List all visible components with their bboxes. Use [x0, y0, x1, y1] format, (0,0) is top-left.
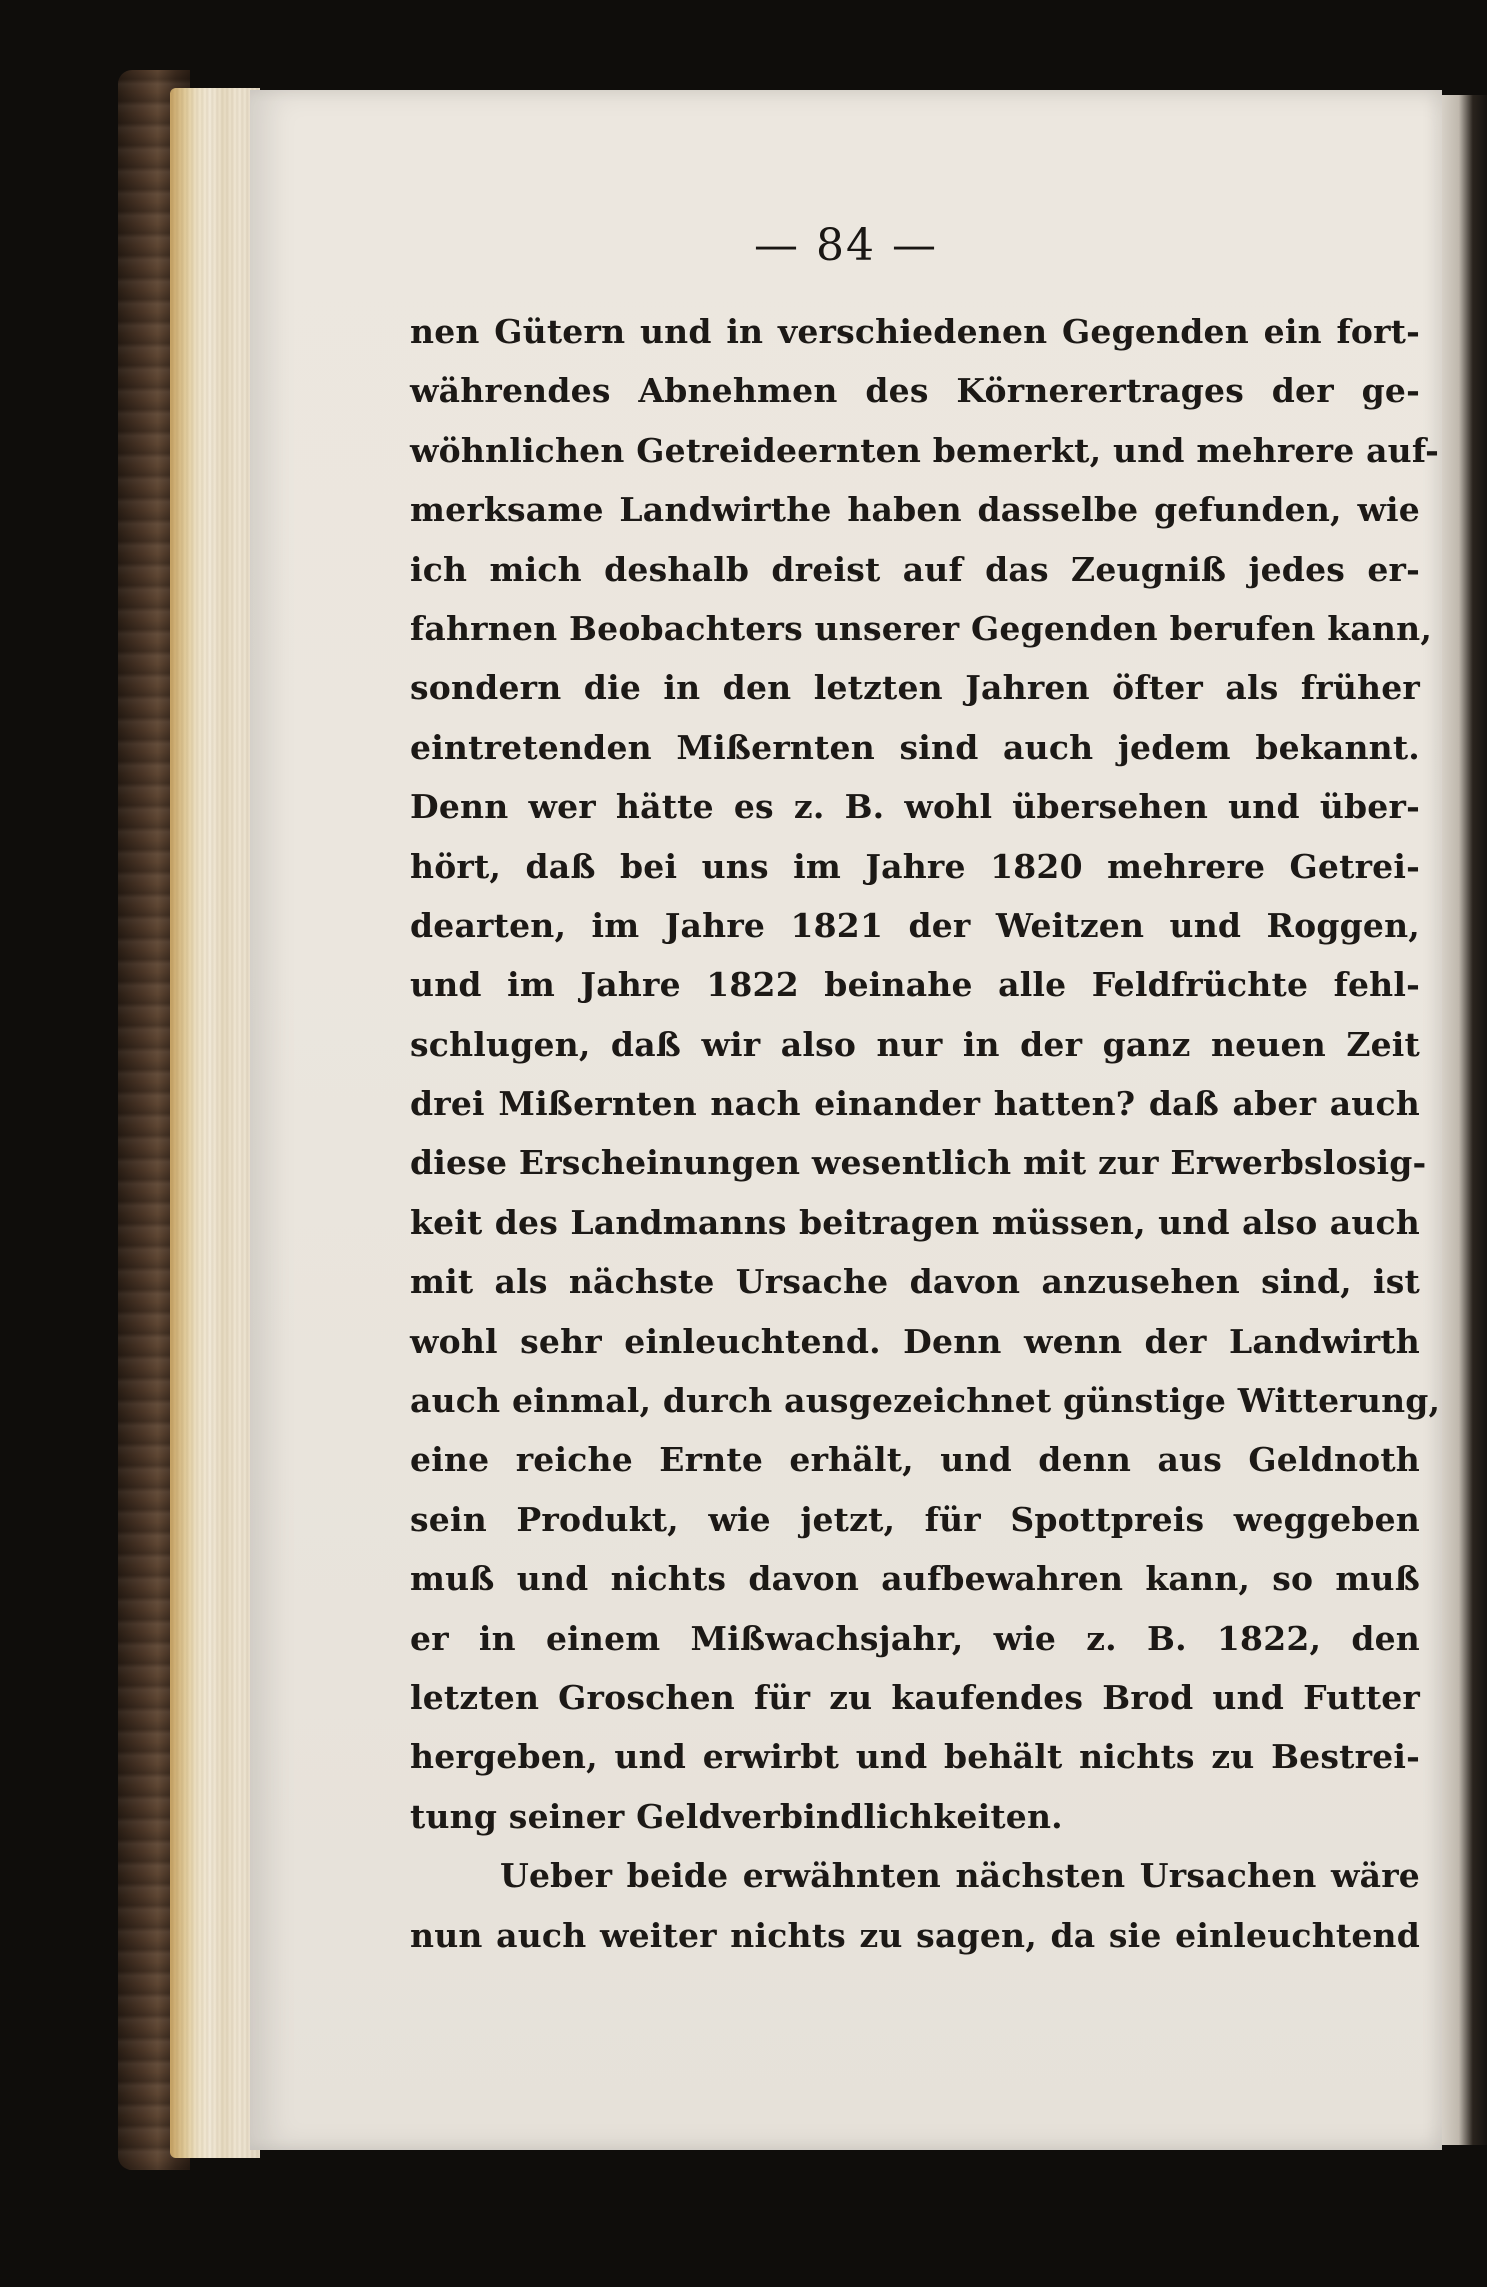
text-line: merksame Landwirthe haben dasselbe gefunden, wie — [410, 490, 1420, 530]
text-line: nen Gütern und in verschiedenen Gegenden ein fort- — [410, 312, 1420, 351]
text-line: wöhnlichen Getreideernten bemerkt, und mehrere auf- — [410, 430, 1439, 470]
text-line: hört, daß bei uns im Jahre 1820 mehrere Getrei- — [410, 846, 1420, 886]
text-line: wohl sehr einleuchtend. Denn wenn der Landwirth — [410, 1321, 1420, 1361]
body-text — [410, 302, 1441, 1965]
text-line: sein Produkt, wie jetzt, für Spottpreis weggeben — [410, 1499, 1420, 1539]
text-line: nun auch weiter nichts zu sagen, da sie einleuchtend — [410, 1915, 1420, 1955]
text-line: muß und nichts davon aufbewahren kann, so muß — [410, 1559, 1420, 1599]
text-line: dearten, im Jahre 1821 der Weitzen und Roggen, — [410, 905, 1420, 945]
book-page — [250, 90, 1442, 2150]
text-line: mit als nächste Ursache davon anzusehen sind, ist — [410, 1262, 1420, 1302]
page-edges — [170, 88, 260, 2158]
text-line: diese Erscheinungen wesentlich mit zur Erwerbslosig- — [410, 1143, 1427, 1183]
text-line: drei Mißernten nach einander hatten? daß aber auch — [410, 1084, 1420, 1124]
text-line: und im Jahre 1822 beinahe alle Feldfrüchte fehl- — [410, 965, 1420, 1005]
text-line: fahrnen Beobachters unserer Gegenden berufen kann, — [410, 608, 1433, 648]
text-line: auch einmal, durch ausgezeichnet günstige Witterung, — [410, 1381, 1441, 1421]
book-cover-right — [1440, 95, 1487, 2145]
text-line: tung seiner Geldverbindlichkeiten. — [410, 1796, 1063, 1836]
text-line: ich mich deshalb dreist auf das Zeugniß jedes er- — [410, 549, 1420, 589]
text-line: letzten Groschen für zu kaufendes Brod und Futter — [410, 1677, 1420, 1717]
text-line: sondern die in den letzten Jahren öfter als früher — [410, 668, 1420, 708]
text-line: Denn wer hätte es z. B. wohl übersehen und über- — [410, 787, 1420, 827]
text-line: währendes Abnehmen des Körnerertrages der ge- — [410, 371, 1420, 411]
text-line: eintretenden Mißernten sind auch jedem bekannt. — [410, 727, 1420, 767]
text-line: er in einem Mißwachsjahr, wie z. B. 1822, den — [410, 1618, 1420, 1658]
text-line: keit des Landmanns beitragen müssen, und also auch — [410, 1202, 1420, 1242]
text-line: hergeben, und erwirbt und behält nichts zu Bestrei- — [410, 1737, 1420, 1777]
text-line: schlugen, daß wir also nur in der ganz neuen Zeit — [410, 1024, 1420, 1064]
text-line: eine reiche Ernte erhält, und denn aus Geldnoth — [410, 1440, 1420, 1480]
page-number: — 84 — — [754, 220, 938, 271]
text-line: Ueber beide erwähnten nächsten Ursachen wäre — [500, 1856, 1420, 1896]
